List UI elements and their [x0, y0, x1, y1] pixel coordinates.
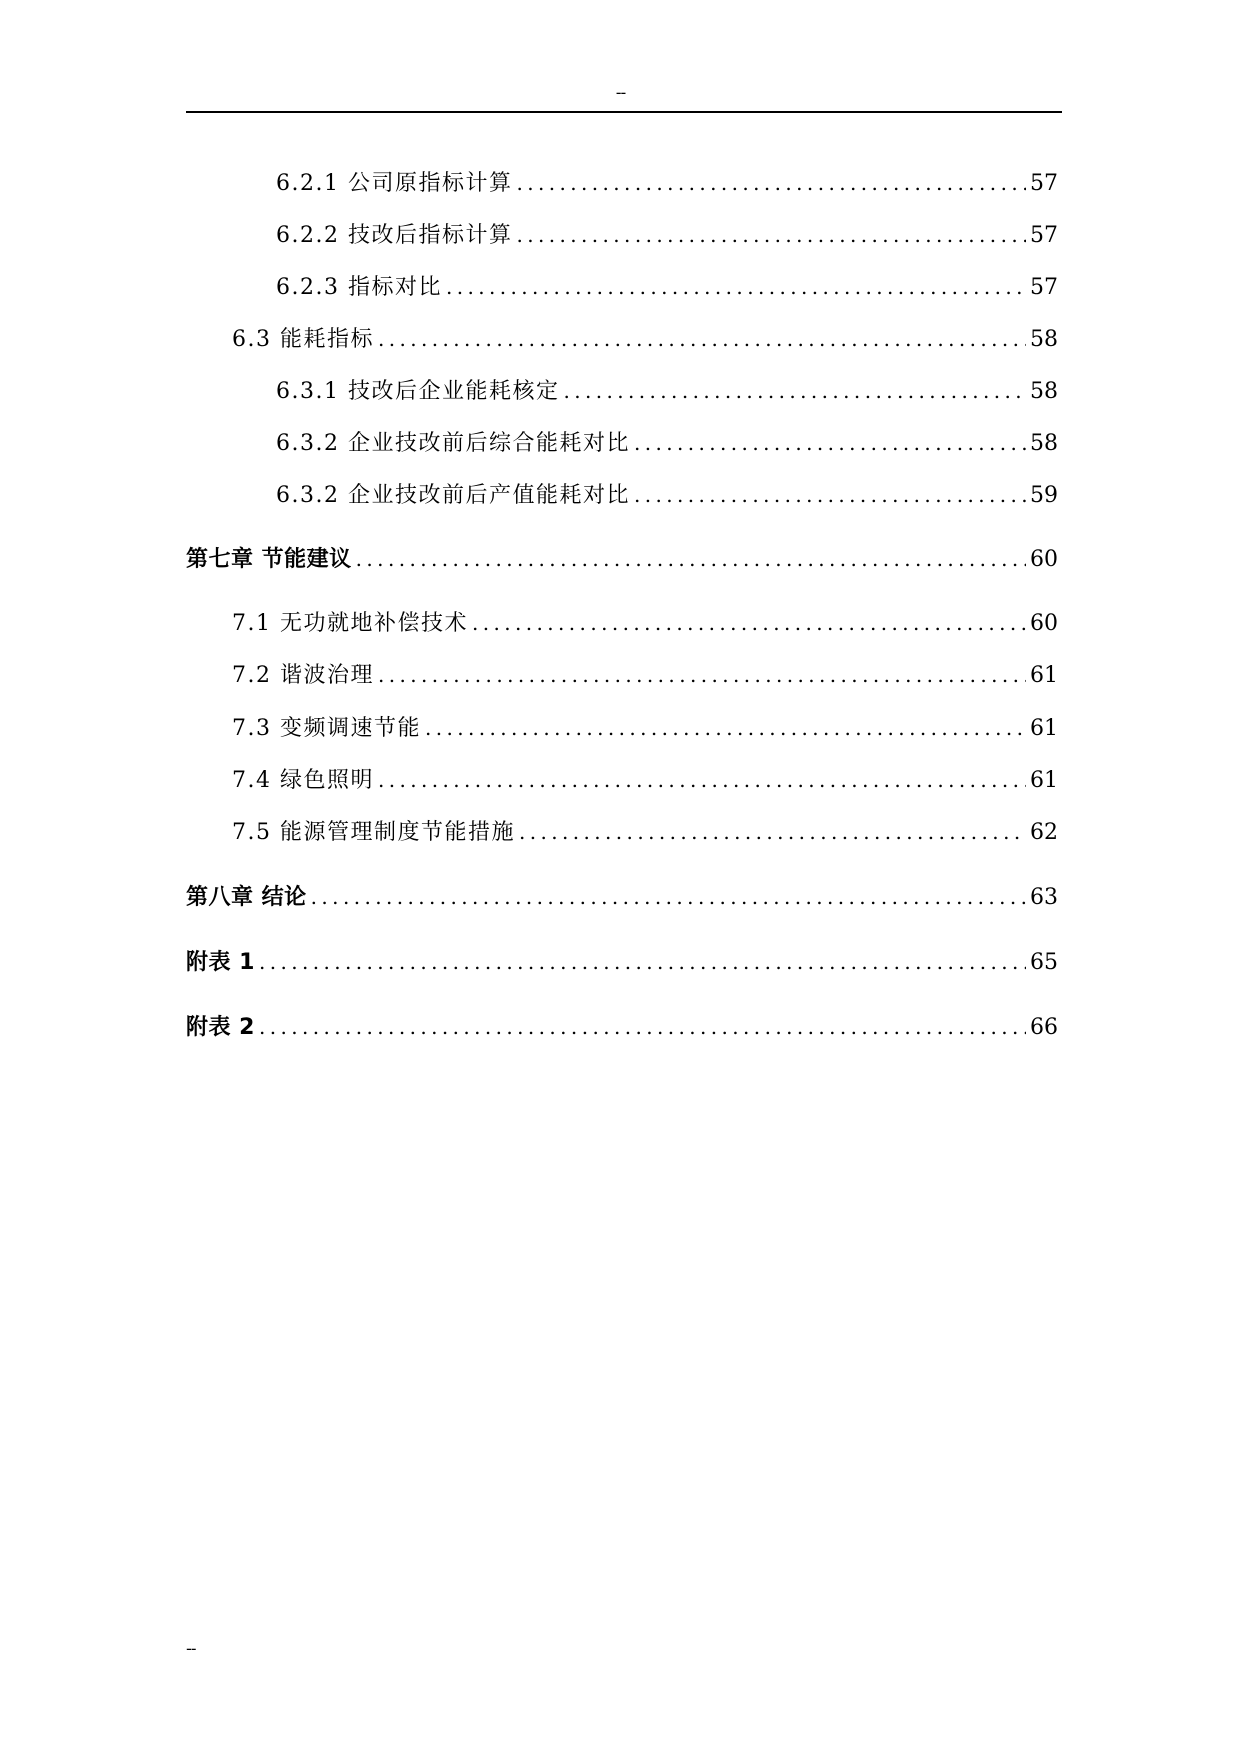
toc-entry[interactable]	[232, 322, 1058, 356]
toc-leader-dots	[259, 945, 1026, 979]
toc-entry[interactable]	[276, 270, 1058, 304]
toc-leader-dots	[259, 1010, 1026, 1044]
toc-entry-label: 附表 1	[186, 950, 255, 975]
toc-entry-page: 65	[1030, 950, 1058, 975]
toc-entry-chapter[interactable]	[186, 542, 1058, 576]
toc-entry[interactable]	[232, 711, 1058, 745]
toc-entry-chapter[interactable]	[186, 945, 1058, 979]
toc-entry-label: 7.1 无功就地补偿技术	[232, 611, 468, 636]
toc-entry-page: 61	[1030, 768, 1058, 793]
toc-entry[interactable]	[232, 763, 1058, 797]
toc-entry[interactable]	[276, 218, 1058, 252]
toc-leader-dots	[446, 270, 1026, 304]
toc-entry-label: 6.2.2 技改后指标计算	[276, 223, 513, 248]
toc-entry-label: 7.4 绿色照明	[232, 768, 374, 793]
toc-entry-label: 6.3.2 企业技改前后产值能耗对比	[276, 483, 630, 508]
header-rule	[186, 111, 1062, 113]
toc-leader-dots	[378, 658, 1026, 692]
toc-entry-label: 6.3 能耗指标	[232, 327, 374, 352]
toc-entry[interactable]	[276, 426, 1058, 460]
toc-entry-page: 62	[1030, 820, 1058, 845]
toc-leader-dots	[563, 374, 1026, 408]
toc-entry-label: 第八章 结论	[186, 885, 307, 910]
toc-leader-dots	[311, 880, 1026, 914]
toc-entry[interactable]	[232, 815, 1058, 849]
toc-entry[interactable]	[276, 166, 1058, 200]
toc-leader-dots	[378, 322, 1026, 356]
toc-entry-page: 63	[1030, 885, 1058, 910]
toc-entry-label: 6.2.3 指标对比	[276, 275, 442, 300]
toc-leader-dots	[519, 815, 1026, 849]
page-header-mark: --	[615, 83, 626, 102]
toc-leader-dots	[425, 711, 1026, 745]
toc-entry-page: 58	[1030, 327, 1058, 352]
toc-entry-label: 6.2.1 公司原指标计算	[276, 171, 513, 196]
toc-entry-label: 7.3 变频调速节能	[232, 716, 421, 741]
toc-entry-page: 57	[1030, 171, 1058, 196]
toc-entry-label: 6.3.2 企业技改前后综合能耗对比	[276, 431, 630, 456]
toc-entry-page: 59	[1030, 483, 1058, 508]
toc-entry-page: 66	[1030, 1015, 1058, 1040]
toc-leader-dots	[516, 166, 1026, 200]
toc-entry-page: 61	[1030, 663, 1058, 688]
toc-entry-page: 58	[1030, 379, 1058, 404]
toc-entry-page: 58	[1030, 431, 1058, 456]
toc-entry-label: 第七章 节能建议	[186, 547, 352, 572]
toc-entry-page: 61	[1030, 716, 1058, 741]
toc-entry-page: 57	[1030, 275, 1058, 300]
toc-entry-page: 60	[1030, 547, 1058, 572]
toc-entry-chapter[interactable]	[186, 1010, 1058, 1044]
toc-entry-page: 57	[1030, 223, 1058, 248]
toc-entry-label: 6.3.1 技改后企业能耗核定	[276, 379, 560, 404]
toc-leader-dots	[356, 542, 1026, 576]
toc-entry-label: 7.2 谐波治理	[232, 663, 374, 688]
page-footer-mark: --	[186, 1639, 196, 1658]
toc-entry[interactable]	[232, 658, 1058, 692]
toc-leader-dots	[378, 763, 1026, 797]
toc-leader-dots	[472, 606, 1026, 640]
toc-entry[interactable]	[232, 606, 1058, 640]
toc-entry-chapter[interactable]	[186, 880, 1058, 914]
toc-entry-label: 7.5 能源管理制度节能措施	[232, 820, 515, 845]
toc-entry-label: 附表 2	[186, 1015, 255, 1040]
toc-leader-dots	[634, 426, 1026, 460]
toc-leader-dots	[516, 218, 1026, 252]
toc-entry[interactable]	[276, 478, 1058, 512]
toc-leader-dots	[634, 478, 1026, 512]
toc-entry-page: 60	[1030, 611, 1058, 636]
toc-entry[interactable]	[276, 374, 1058, 408]
